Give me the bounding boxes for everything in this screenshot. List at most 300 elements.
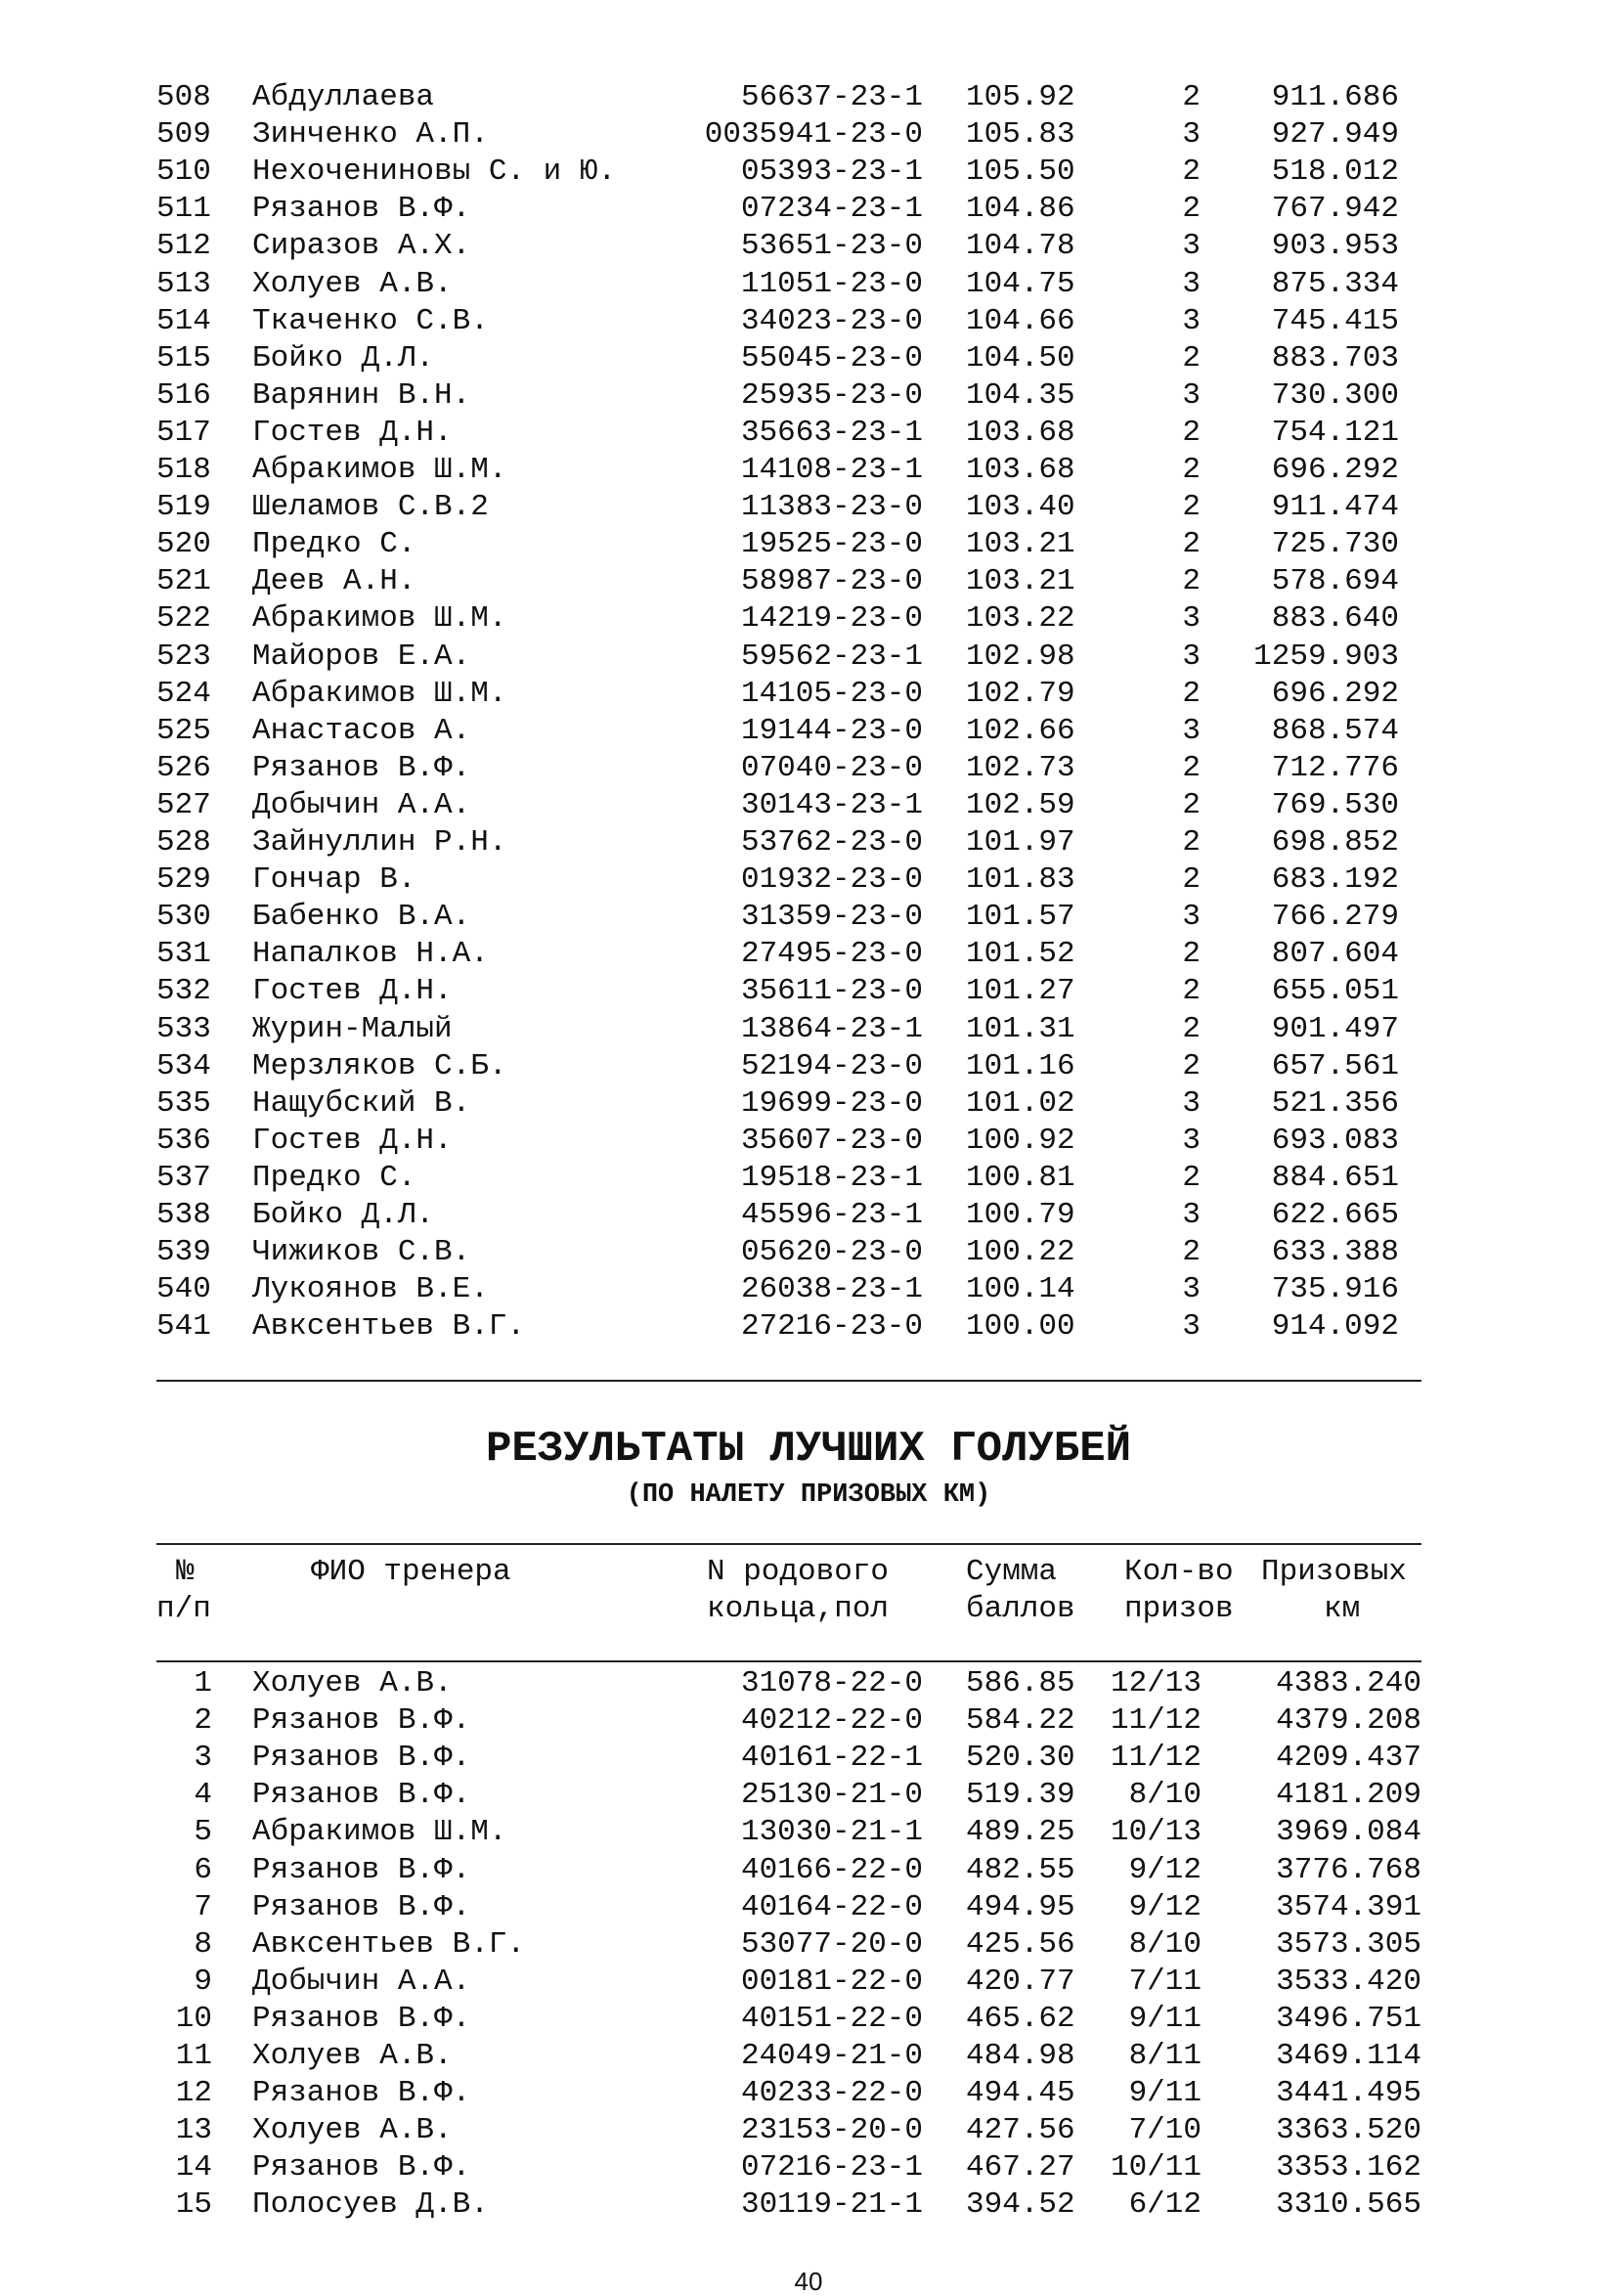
prize-km: 766.279 [1271, 900, 1399, 935]
ring-number: 53077-20-0 [740, 1926, 923, 1962]
prize-km: 712.776 [1271, 750, 1399, 785]
trainer-name: Холуев А.В. [252, 1666, 453, 1700]
table-row [0, 228, 1617, 265]
prize-count: 12/13 [1110, 1666, 1202, 1700]
score: 100.92 [966, 1123, 1075, 1158]
ring-number: 56637-23-1 [740, 80, 923, 114]
row-number: 15 [175, 2187, 212, 2223]
prize-count: 6/12 [1128, 2187, 1202, 2223]
table-row [0, 191, 1617, 228]
trainer-name: Гончар В. [252, 862, 416, 898]
ring-number: 19699-23-0 [740, 1085, 923, 1121]
header-num: № [176, 1555, 195, 1589]
score: 101.57 [966, 900, 1075, 935]
ring-number: 11383-23-0 [740, 490, 923, 525]
score: 104.66 [966, 303, 1075, 338]
table-row [0, 713, 1617, 750]
score: 100.14 [966, 1272, 1075, 1307]
trainer-name: Сиразов А.Х. [252, 229, 471, 264]
ring-number: 0035941-23-0 [704, 117, 923, 153]
row-number: 13 [175, 2113, 212, 2148]
score: 103.21 [966, 527, 1075, 562]
score: 484.98 [966, 2039, 1075, 2073]
score: 102.66 [966, 713, 1075, 748]
table-row [0, 116, 1617, 154]
row-number: 6 [194, 1852, 212, 1887]
row-number: 539 [156, 1235, 211, 1270]
trainer-name: Журин-Малый [252, 1011, 453, 1046]
ring-number: 31078-22-0 [740, 1666, 923, 1700]
row-number: 8 [194, 1926, 212, 1962]
score: 427.56 [966, 2113, 1075, 2148]
row-number: 525 [156, 713, 211, 748]
prize-km: 4181.209 [1276, 1778, 1421, 1813]
score: 394.52 [966, 2187, 1075, 2223]
row-number: 524 [156, 676, 211, 711]
trainer-name: Зайнуллин Р.Н. [252, 825, 507, 860]
table-row [0, 303, 1617, 340]
prize-km: 3533.420 [1276, 1964, 1421, 1999]
prize-count: 7/11 [1128, 1964, 1202, 1999]
prize-count: 3 [1182, 713, 1201, 748]
table-row [0, 787, 1617, 824]
trainer-name: Абракимов Ш.М. [252, 1815, 507, 1850]
prize-km: 868.574 [1271, 713, 1399, 748]
prize-count: 3 [1182, 1085, 1201, 1121]
prize-km: 4209.437 [1276, 1741, 1421, 1776]
prize-km: 3363.520 [1276, 2113, 1421, 2148]
trainer-name: Майоров Е.А. [252, 639, 471, 674]
prize-km: 911.686 [1271, 80, 1399, 114]
ring-number: 24049-21-0 [740, 2039, 923, 2073]
prize-count: 2 [1182, 1048, 1201, 1083]
prize-km: 622.665 [1271, 1198, 1399, 1232]
prize-km: 3574.391 [1276, 1889, 1421, 1924]
prize-km: 4383.240 [1276, 1666, 1421, 1700]
trainer-name: Гостев Д.Н. [252, 974, 453, 1009]
prize-km: 754.121 [1271, 415, 1399, 450]
prize-count: 8/10 [1128, 1926, 1202, 1962]
prize-count: 3 [1182, 1309, 1201, 1345]
prize-count: 3 [1182, 1272, 1201, 1307]
score: 105.92 [966, 80, 1075, 114]
trainer-name: Полосуев Д.В. [252, 2187, 489, 2223]
header-score: Сумма [966, 1555, 1058, 1589]
prize-count: 2 [1182, 527, 1201, 562]
score: 100.79 [966, 1198, 1075, 1232]
prize-km: 3353.162 [1276, 2150, 1421, 2186]
header-ring: кольца,пол [707, 1592, 890, 1626]
prize-count: 3 [1182, 1198, 1201, 1232]
table-row [0, 266, 1617, 303]
prize-count: 2 [1182, 1160, 1201, 1195]
table-row [0, 2001, 1617, 2038]
ring-number: 14108-23-1 [740, 453, 923, 487]
prize-count: 9/12 [1128, 1852, 1202, 1887]
trainer-name: Гостев Д.Н. [252, 415, 453, 450]
trainer-name: Рязанов В.Ф. [252, 1852, 471, 1887]
score: 489.25 [966, 1815, 1075, 1850]
prize-km: 914.092 [1271, 1309, 1399, 1345]
ring-number: 55045-23-0 [740, 340, 923, 375]
score: 101.31 [966, 1011, 1075, 1046]
trainer-name: Бойко Д.Л. [252, 1198, 435, 1232]
trainer-name: Добычин А.А. [252, 787, 471, 822]
row-number: 512 [156, 229, 211, 264]
ring-number: 19518-23-1 [740, 1160, 923, 1195]
trainer-name: Варянин В.Н. [252, 377, 471, 413]
trainer-name: Абракимов Ш.М. [252, 601, 507, 637]
trainer-name: Авксентьев В.Г. [252, 1309, 526, 1345]
prize-count: 8/11 [1128, 2039, 1202, 2073]
prize-count: 7/10 [1128, 2113, 1202, 2148]
table-row [0, 1160, 1617, 1197]
row-number: 509 [156, 117, 211, 153]
ring-number: 35611-23-0 [740, 974, 923, 1009]
prize-count: 9/11 [1128, 2076, 1202, 2111]
prize-km: 903.953 [1271, 229, 1399, 264]
prize-count: 11/12 [1110, 1703, 1202, 1739]
prize-count: 2 [1182, 80, 1201, 114]
score: 103.68 [966, 453, 1075, 487]
ring-number: 07216-23-1 [740, 2150, 923, 2186]
prize-km: 3969.084 [1276, 1815, 1421, 1850]
score: 420.77 [966, 1964, 1075, 1999]
ring-number: 25130-21-0 [740, 1778, 923, 1813]
table-row [0, 1123, 1617, 1160]
row-number: 5 [194, 1815, 212, 1850]
table-row [0, 1085, 1617, 1123]
row-number: 508 [156, 80, 211, 114]
score: 519.39 [966, 1778, 1075, 1813]
trainer-name: Добычин А.А. [252, 1964, 471, 1999]
score: 105.83 [966, 117, 1075, 153]
row-number: 532 [156, 974, 211, 1009]
trainer-name: Мерзляков С.Б. [252, 1048, 507, 1083]
prize-km: 683.192 [1271, 862, 1399, 898]
table-row [0, 452, 1617, 489]
row-number: 1 [194, 1666, 212, 1700]
table-row [0, 1740, 1617, 1777]
prize-km: 883.703 [1271, 340, 1399, 375]
score: 482.55 [966, 1852, 1075, 1887]
score: 586.85 [966, 1666, 1075, 1700]
table-row [0, 1665, 1617, 1702]
table-row [0, 1271, 1617, 1308]
trainer-name: Авксентьев В.Г. [252, 1926, 526, 1962]
prize-km: 735.916 [1271, 1272, 1399, 1307]
ring-number: 53651-23-0 [740, 229, 923, 264]
table-row [0, 489, 1617, 526]
ring-number: 53762-23-0 [740, 825, 923, 860]
row-number: 514 [156, 303, 211, 338]
prize-count: 2 [1182, 453, 1201, 487]
table-row [0, 936, 1617, 973]
row-number: 519 [156, 490, 211, 525]
score: 584.22 [966, 1703, 1075, 1739]
trainer-name: Бабенко В.А. [252, 900, 471, 935]
prize-count: 2 [1182, 825, 1201, 860]
score: 102.98 [966, 639, 1075, 674]
trainer-name: Абдуллаева [252, 80, 435, 114]
row-number: 520 [156, 527, 211, 562]
trainer-name: Деев А.Н. [252, 564, 416, 599]
row-number: 526 [156, 750, 211, 785]
score: 102.79 [966, 676, 1075, 711]
prize-km: 927.949 [1271, 117, 1399, 153]
row-number: 541 [156, 1309, 211, 1345]
prize-km: 521.356 [1271, 1085, 1399, 1121]
prize-count: 3 [1182, 117, 1201, 153]
prize-km: 4379.208 [1276, 1703, 1421, 1739]
ring-number: 14219-23-0 [740, 601, 923, 637]
table-row [0, 1964, 1617, 2001]
ring-number: 07040-23-0 [740, 750, 923, 785]
header-trainer: ФИО тренера [311, 1555, 511, 1589]
page-number: 40 [794, 2267, 823, 2296]
score: 101.02 [966, 1085, 1075, 1121]
ring-number: 45596-23-1 [740, 1198, 923, 1232]
table-row [0, 639, 1617, 676]
trainer-name: Абракимов Ш.М. [252, 453, 507, 487]
table-row [0, 154, 1617, 191]
prize-count: 3 [1182, 377, 1201, 413]
prize-count: 2 [1182, 192, 1201, 227]
prize-km: 807.604 [1271, 937, 1399, 972]
ring-number: 05393-23-1 [740, 155, 923, 190]
table-row [0, 1889, 1617, 1926]
table-row [0, 340, 1617, 377]
trainer-name: Лукоянов В.Е. [252, 1272, 489, 1307]
trainer-name: Гостев Д.Н. [252, 1123, 453, 1158]
ring-number: 27495-23-0 [740, 937, 923, 972]
prize-count: 9/11 [1128, 2001, 1202, 2036]
trainer-name: Напалков Н.А. [252, 937, 489, 972]
row-number: 511 [156, 192, 211, 227]
ring-number: 05620-23-0 [740, 1235, 923, 1270]
row-number: 10 [175, 2001, 212, 2036]
trainer-name: Шеламов С.В.2 [252, 490, 489, 525]
prize-count: 2 [1182, 490, 1201, 525]
prize-km: 698.852 [1271, 825, 1399, 860]
ring-number: 27216-23-0 [740, 1309, 923, 1345]
table-row [0, 1852, 1617, 1889]
section-subtitle: (ПО НАЛЕТУ ПРИЗОВЫХ КМ) [626, 1480, 991, 1510]
ring-number: 40166-22-0 [740, 1852, 923, 1887]
table-row [0, 973, 1617, 1010]
trainer-name: Рязанов В.Ф. [252, 2001, 471, 2036]
row-number: 536 [156, 1123, 211, 1158]
trainer-name: Рязанов В.Ф. [252, 2076, 471, 2111]
ring-number: 07234-23-1 [740, 192, 923, 227]
ring-number: 40212-22-0 [740, 1703, 923, 1739]
header-prize-count: Кол-во [1124, 1555, 1234, 1589]
prize-count: 8/10 [1128, 1778, 1202, 1813]
prize-count: 2 [1182, 787, 1201, 822]
ring-number: 23153-20-0 [740, 2113, 923, 2148]
prize-km: 696.292 [1271, 453, 1399, 487]
score: 103.22 [966, 601, 1075, 637]
prize-km: 693.083 [1271, 1123, 1399, 1158]
prize-km: 3441.495 [1276, 2076, 1421, 2111]
header-num: п/п [156, 1592, 211, 1626]
table-row [0, 1702, 1617, 1740]
row-number: 534 [156, 1048, 211, 1083]
row-number: 527 [156, 787, 211, 822]
prize-km: 875.334 [1271, 266, 1399, 301]
prize-count: 3 [1182, 1123, 1201, 1158]
prize-count: 2 [1182, 937, 1201, 972]
row-number: 537 [156, 1160, 211, 1195]
row-number: 523 [156, 639, 211, 674]
row-number: 522 [156, 601, 211, 637]
ring-number: 01932-23-0 [740, 862, 923, 898]
score: 102.59 [966, 787, 1075, 822]
prize-km: 911.474 [1271, 490, 1399, 525]
score: 104.86 [966, 192, 1075, 227]
row-number: 538 [156, 1198, 211, 1232]
trainer-name: Нехочениновы С. и Ю. [252, 155, 617, 190]
table-row [0, 676, 1617, 713]
ring-number: 30119-21-1 [740, 2187, 923, 2223]
prize-km: 657.561 [1271, 1048, 1399, 1083]
prize-km: 3776.768 [1276, 1852, 1421, 1887]
table-row [0, 79, 1617, 116]
prize-count: 3 [1182, 639, 1201, 674]
trainer-name: Предко С. [252, 527, 416, 562]
ring-number: 58987-23-0 [740, 564, 923, 599]
trainer-name: Холуев А.В. [252, 2113, 453, 2148]
prize-count: 3 [1182, 601, 1201, 637]
trainer-name: Холуев А.В. [252, 266, 453, 301]
header-score: баллов [966, 1592, 1075, 1626]
prize-km: 730.300 [1271, 377, 1399, 413]
prize-km: 3469.114 [1276, 2039, 1421, 2073]
table-row [0, 1814, 1617, 1851]
header-prize-count: призов [1124, 1592, 1234, 1626]
header-ring: N родового [707, 1555, 890, 1589]
ring-number: 40161-22-1 [740, 1741, 923, 1776]
trainer-name: Зинченко А.П. [252, 117, 489, 153]
row-number: 535 [156, 1085, 211, 1121]
header-divider-top [156, 1543, 1421, 1545]
prize-count: 2 [1182, 676, 1201, 711]
score: 104.50 [966, 340, 1075, 375]
prize-count: 2 [1182, 415, 1201, 450]
trainer-name: Чижиков С.В. [252, 1235, 471, 1270]
prize-km: 884.651 [1271, 1160, 1399, 1195]
trainer-name: Рязанов В.Ф. [252, 750, 471, 785]
prize-km: 767.942 [1271, 192, 1399, 227]
row-number: 540 [156, 1272, 211, 1307]
header-divider-bottom [156, 1660, 1421, 1662]
ring-number: 31359-23-0 [740, 900, 923, 935]
ring-number: 19525-23-0 [740, 527, 923, 562]
row-number: 530 [156, 900, 211, 935]
score: 103.21 [966, 564, 1075, 599]
table-row [0, 1777, 1617, 1814]
score: 102.73 [966, 750, 1075, 785]
trainer-name: Нащубский В. [252, 1085, 471, 1121]
score: 100.81 [966, 1160, 1075, 1195]
table-row [0, 377, 1617, 415]
ring-number: 40164-22-0 [740, 1889, 923, 1924]
table-row [0, 1308, 1617, 1346]
table-row [0, 1011, 1617, 1048]
ring-number: 59562-23-1 [740, 639, 923, 674]
prize-km: 696.292 [1271, 676, 1399, 711]
section-title: РЕЗУЛЬТАТЫ ЛУЧШИХ ГОЛУБЕЙ [485, 1425, 1132, 1474]
prize-count: 3 [1182, 303, 1201, 338]
prize-count: 2 [1182, 564, 1201, 599]
ring-number: 40151-22-0 [740, 2001, 923, 2036]
score: 101.27 [966, 974, 1075, 1009]
prize-count: 2 [1182, 340, 1201, 375]
row-number: 518 [156, 453, 211, 487]
row-number: 513 [156, 266, 211, 301]
ring-number: 00181-22-0 [740, 1964, 923, 1999]
ring-number: 40233-22-0 [740, 2076, 923, 2111]
trainer-name: Холуев А.В. [252, 2039, 453, 2073]
trainer-name: Рязанов В.Ф. [252, 1778, 471, 1813]
row-number: 11 [175, 2039, 212, 2073]
prize-count: 11/12 [1110, 1741, 1202, 1776]
prize-km: 725.730 [1271, 527, 1399, 562]
score: 103.68 [966, 415, 1075, 450]
table-row [0, 2075, 1617, 2112]
row-number: 2 [194, 1703, 212, 1739]
trainer-name: Рязанов В.Ф. [252, 1889, 471, 1924]
trainer-name: Анастасов А. [252, 713, 471, 748]
score: 104.35 [966, 377, 1075, 413]
table-row [0, 824, 1617, 861]
ring-number: 30143-23-1 [740, 787, 923, 822]
row-number: 517 [156, 415, 211, 450]
prize-km: 901.497 [1271, 1011, 1399, 1046]
score: 103.40 [966, 490, 1075, 525]
prize-count: 2 [1182, 750, 1201, 785]
trainer-name: Ткаченко С.В. [252, 303, 489, 338]
prize-count: 2 [1182, 862, 1201, 898]
table-row [0, 2186, 1617, 2224]
row-number: 516 [156, 377, 211, 413]
score: 104.78 [966, 229, 1075, 264]
row-number: 528 [156, 825, 211, 860]
table-row [0, 2149, 1617, 2186]
prize-count: 9/12 [1128, 1889, 1202, 1924]
prize-count: 10/13 [1110, 1815, 1202, 1850]
prize-km: 518.012 [1271, 155, 1399, 190]
trainer-name: Абракимов Ш.М. [252, 676, 507, 711]
table-row [0, 415, 1617, 452]
prize-count: 10/11 [1110, 2150, 1202, 2186]
prize-km: 3573.305 [1276, 1926, 1421, 1962]
score: 101.16 [966, 1048, 1075, 1083]
score: 520.30 [966, 1741, 1075, 1776]
table-row [0, 861, 1617, 899]
row-number: 9 [194, 1964, 212, 1999]
score: 100.00 [966, 1309, 1075, 1345]
prize-km: 769.530 [1271, 787, 1399, 822]
prize-km: 3310.565 [1276, 2187, 1421, 2223]
table-row [0, 1926, 1617, 1964]
trainer-name: Рязанов В.Ф. [252, 1741, 471, 1776]
table-row [0, 600, 1617, 638]
table-row [0, 1048, 1617, 1085]
prize-km: 3496.751 [1276, 2001, 1421, 2036]
table-row [0, 563, 1617, 600]
score: 425.56 [966, 1926, 1075, 1962]
